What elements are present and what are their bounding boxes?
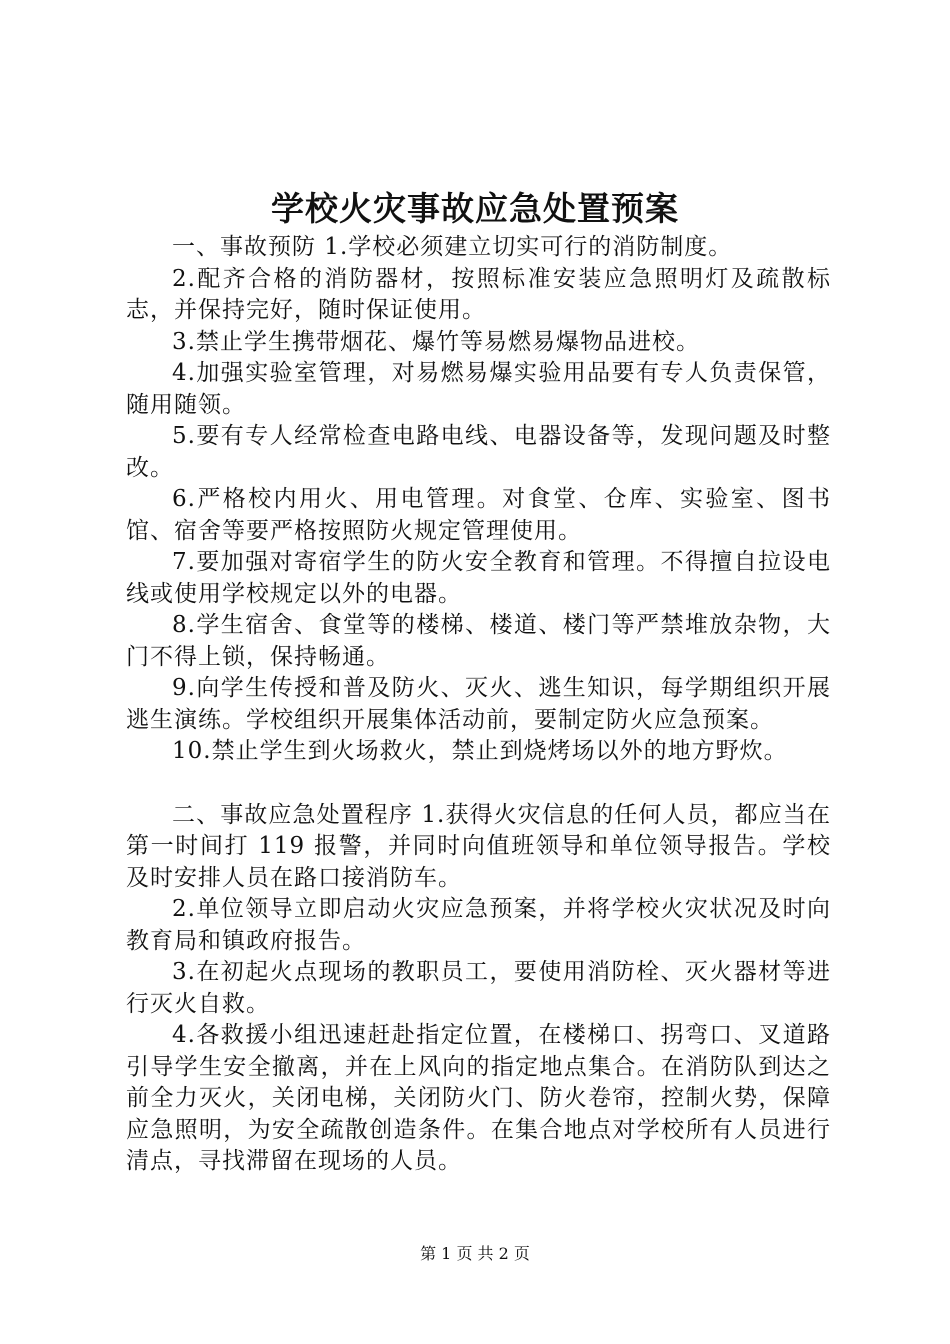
- paragraph-prevention-8: 8.学生宿舍、食堂等的楼梯、楼道、楼门等严禁堆放杂物，大门不得上锁，保持畅通。: [126, 612, 831, 670]
- page-number-footer: 第 1 页 共 2 页: [420, 1244, 530, 1263]
- paragraph-prevention-10: 10.禁止学生到火场救火，禁止到烧烤场以外的地方野炊。: [172, 738, 788, 764]
- paragraph-prevention-2: 2.配齐合格的消防器材，按照标准安装应急照明灯及疏散标志，并保持完好，随时保证使用。: [126, 265, 831, 323]
- paragraph-prevention-9: 9.向学生传授和普及防火、灭火、逃生知识，每学期组织开展逃生演练。学校组织开展集体活动前，要制定防火应急预案。: [126, 675, 831, 733]
- paragraph-response-2: 2.单位领导立即启动火灾应急预案，并将学校火灾状况及时向教育局和镇政府报告。: [126, 896, 831, 954]
- section-spacer: [126, 768, 831, 800]
- document-title: 学校火灾事故应急处置预案: [271, 189, 679, 228]
- paragraph-response-3: 3.在初起火点现场的教职员工，要使用消防栓、灭火器材等进行灭火自救。: [126, 959, 831, 1017]
- paragraph-prevention-4: 4.加强实验室管理，对易燃易爆实验用品要有专人负责保管，随用随领。: [126, 360, 831, 418]
- paragraph-prevention-7: 7.要加强对寄宿学生的防火安全教育和管理。不得擅自拉设电线或使用学校规定以外的电器。: [126, 549, 831, 607]
- paragraph-prevention-5: 5.要有专人经常检查电路电线、电器设备等，发现问题及时整改。: [126, 423, 831, 481]
- paragraph-prevention-1: 一、事故预防 1.学校必须建立切实可行的消防制度。: [172, 234, 733, 260]
- paragraph-response-1: 二、事故应急处置程序 1.获得火灾信息的任何人员，都应当在第一时间打 119 报警，并同时向值班领导和单位领导报告。学校及时安排人员在路口接消防车。: [126, 801, 831, 891]
- paragraph-prevention-3: 3.禁止学生携带烟花、爆竹等易燃易爆物品进校。: [172, 328, 700, 355]
- document-body: [126, 232, 831, 1178]
- paragraph-prevention-6: 6.严格校内用火、用电管理。对食堂、仓库、实验室、图书馆、宿舍等要严格按照防火规定管理使用。: [126, 486, 831, 544]
- paragraph-response-4: 4.各救援小组迅速赶赴指定位置，在楼梯口、拐弯口、叉道路引导学生安全撤离，并在上风向的指定地点集合。在消防队到达之前全力灭火，关闭电梯，关闭防火门、防火卷帘，控制火势，保障应急照明，为安全疏散创造条件。在集合地点对学校所有人员进行清点，寻找滞留在现场的人员。: [126, 1022, 831, 1174]
